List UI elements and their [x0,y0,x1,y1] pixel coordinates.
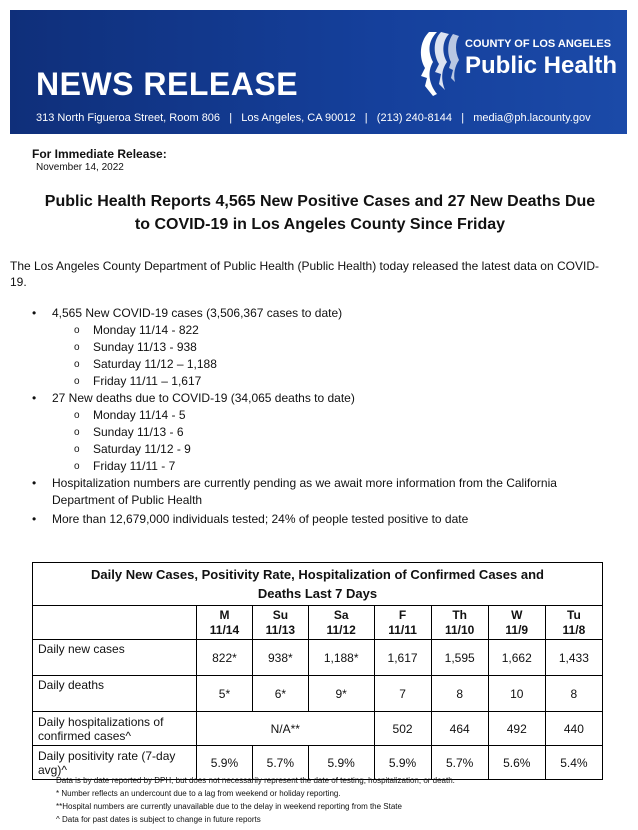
release-date: November 14, 2022 [36,162,124,173]
cell: 5.9% [308,746,374,780]
cell: 10 [488,676,545,712]
row-label: Daily new cases [33,640,197,676]
table-row [33,676,603,712]
sub-bullet: o Saturday 11/12 – 1,188 [30,356,620,373]
summary-list [30,305,620,528]
column-header: Tu 11/8 [545,606,602,640]
cell: 5.7% [252,746,308,780]
contact-address: 313 North Figueroa Street, Room 806 | Los Angeles, CA 90012 | (213) 240-8144 | media@ph.lacounty.gov [36,112,591,124]
table-row [33,640,603,676]
cell: 1,595 [431,640,488,676]
profiles-icon [415,28,463,100]
cell: 464 [431,712,488,746]
cell: 5.9% [197,746,253,780]
sub-bullet: o Monday 11/14 - 5 [30,407,620,424]
row-label: Daily deaths [33,676,197,712]
immediate-release-label: For Immediate Release: [32,147,167,161]
headline-line-2: to COVID-19 in Los Angeles County Since Friday [134,216,506,233]
cell: 8 [431,676,488,712]
column-header: Sa 11/12 [308,606,374,640]
headline [20,190,620,236]
row-label: Daily hospitalizations of confirmed cases^ [33,712,197,746]
logo-county-text: COUNTY OF LOS ANGELES [465,38,612,50]
sub-bullet: o Friday 11/11 - 7 [30,458,620,475]
cell: 822* [197,640,253,676]
cell: N/A** [197,712,375,746]
cell: 492 [488,712,545,746]
column-header: Su 11/13 [252,606,308,640]
cell: 5.9% [374,746,431,780]
cell: 5.6% [488,746,545,780]
row-label: Daily positivity rate (7-day avg)^ [33,746,197,780]
header-banner [10,10,627,134]
footnote: **Hospital numbers are currently unavailable due to the delay in weekend reporting from the State [56,802,402,811]
public-health-logo [415,28,620,98]
seven-day-table [32,562,603,780]
cell: 5.4% [545,746,602,780]
bullet-cases: • 4,565 New COVID-19 cases (3,506,367 cases to date) [30,305,620,322]
cell: 938* [252,640,308,676]
footnote: Data is by date reported by DPH, but does not necessarily represent the date of testing, hospitalization, or death. [56,776,455,785]
cell: 5* [197,676,253,712]
column-header: W 11/9 [488,606,545,640]
cell: 6* [252,676,308,712]
sub-bullet: o Monday 11/14 - 822 [30,322,620,339]
sub-bullet: o Sunday 11/13 - 6 [30,424,620,441]
headline-line-1: Public Health Reports 4,565 New Positive Cases and 27 New Deaths Due [44,193,596,210]
table-row [33,712,603,746]
bullet-tested: • More than 12,679,000 individuals tested; 24% of people tested positive to date [30,511,620,528]
cell: 1,433 [545,640,602,676]
bullet-deaths: • 27 New deaths due to COVID-19 (34,065 deaths to date) [30,390,620,407]
sub-bullet: o Sunday 11/13 - 938 [30,339,620,356]
logo-public-health-text: Public Health [465,52,618,79]
sub-bullet: o Saturday 11/12 - 9 [30,441,620,458]
cell: 440 [545,712,602,746]
footnote: ^ Data for past dates is subject to change in future reports [56,815,261,824]
cell: 1,188* [308,640,374,676]
footnote: * Number reflects an undercount due to a lag from weekend or holiday reporting. [56,789,341,798]
header-blank-cell [33,606,197,640]
cell: 502 [374,712,431,746]
cell: 1,662 [488,640,545,676]
news-release-title: NEWS RELEASE [36,66,299,102]
bullet-hospitalizations: • Hospitalization numbers are currently pending as we await more information from the California Department of Public Health [30,475,620,509]
intro-paragraph: The Los Angeles County Department of Public Health (Public Health) today released the latest data on COVID-19. [10,259,599,289]
column-header: M 11/14 [197,606,253,640]
cell: 7 [374,676,431,712]
table-caption: Daily New Cases, Positivity Rate, Hospitalization of Confirmed Cases and Deaths Last 7 Days [33,563,603,606]
table-footnotes [56,774,455,826]
sub-bullet: o Friday 11/11 – 1,617 [30,373,620,390]
cell: 9* [308,676,374,712]
cell: 8 [545,676,602,712]
column-header: F 11/11 [374,606,431,640]
column-header: Th 11/10 [431,606,488,640]
cell: 5.7% [431,746,488,780]
cell: 1,617 [374,640,431,676]
